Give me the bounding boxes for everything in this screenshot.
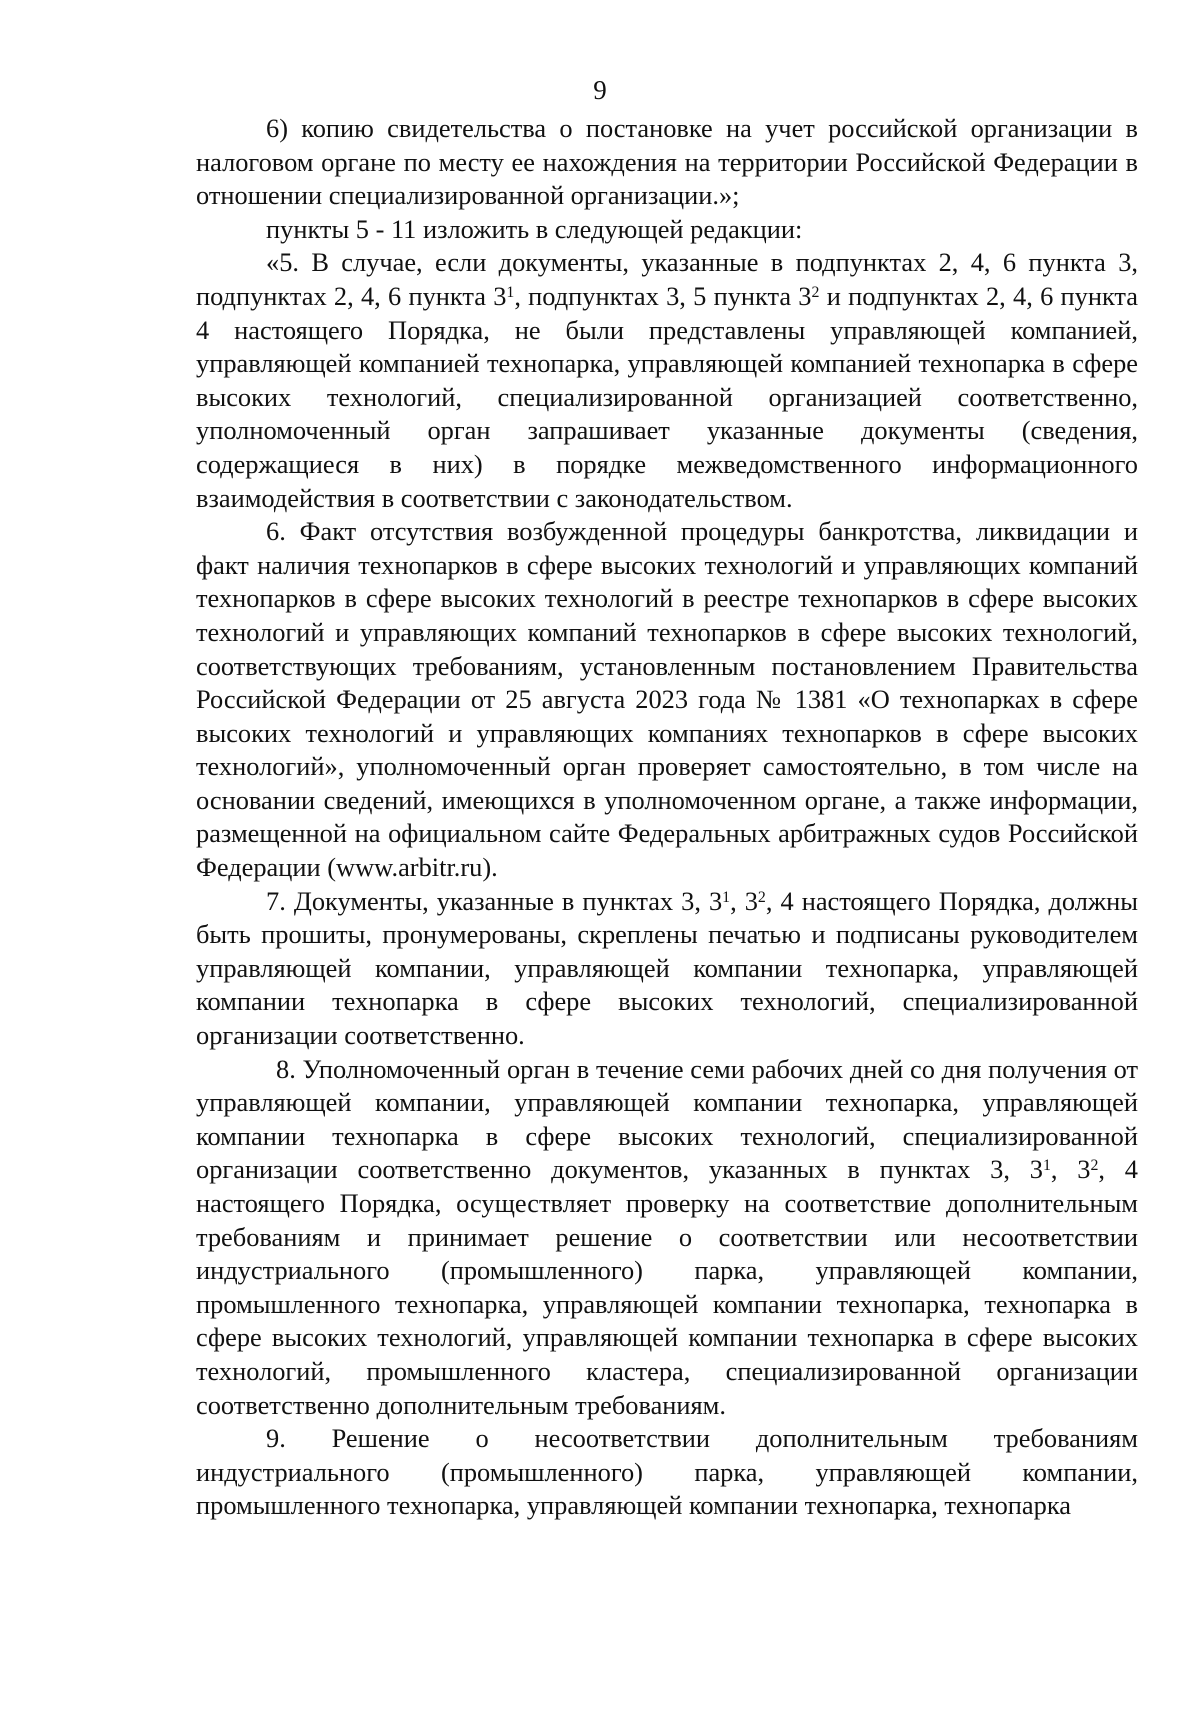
superscript-index: 2 (1090, 1157, 1099, 1175)
page-number: 9 (593, 75, 607, 105)
superscript-index: 1 (1042, 1157, 1051, 1175)
paragraph-point-8: 8. Уполномоченный орган в течение семи рабочих дней со дня получения от управляющей компании, управляющей компании технопарка, управляющей компании технопарка в сфере высоких технологий, специализированной организации соответственно документов, указанных в пунктах 3, $3^1$, $3^2$, 4 настоящего Порядка, осуществляет проверку на соответствие дополнительным требованиям и принимает решение о соответствии или несоответствии индустриального (промышленного) парка, управляющей компании, промышленного технопарка, управляющей компании технопарка, технопарка в сфере высоких технологий, управляющей компании технопарка в сфере высоких технологий, промышленного кластера, специализированной организации соответственно дополнительным требованиям. (196, 1053, 1138, 1420)
superscript-index: 1 (506, 284, 515, 302)
superscript-index: 2 (811, 284, 820, 302)
paragraph-point-6: 6. Факт отсутствия возбужденной процедуры банкротства, ликвидации и факт наличия технопарков в сфере высоких технологий и управляющих компаний технопарков в сфере высоких технологий в реестре технопарков в сфере высоких технологий и управляющих компаний технопарков в сфере высоких технологий, соответствующих требованиям, установленным постановлением Правительства Российской Федерации от 25 августа 2023 года № 1381 «О технопарках в сфере высоких технологий и управляющих компаниях технопарков в сфере высоких технологий», уполномоченный орган проверяет самостоятельно, в том числе на основании сведений, имеющихся в уполномоченном органе, а также информации, размещенной на официальном сайте Федеральных арбитражных судов Российской Федерации (www.arbitr.ru). (196, 516, 1138, 883)
paragraph-point-9: 9. Решение о несоответствии дополнительным требованиям индустриального (промышленного) парка, управляющей компании, промышленного технопарка, управляющей компании технопарка, технопарка (196, 1423, 1138, 1521)
superscript-index: 2 (757, 888, 766, 906)
document-body (196, 112, 1138, 1523)
paragraph-amendment-intro: пункты 5 - 11 изложить в следующей редакции: (266, 213, 803, 244)
paragraph-point-7: 7. Документы, указанные в пунктах 3, $3^1$, $3^2$, 4 настоящего Порядка, должны быть прошиты, пронумерованы, скреплены печатью и подписаны руководителем управляющей компании, управляющей компании технопарка, управляющей компании технопарка в сфере высоких технологий, специализированной организации соответственно. (196, 885, 1139, 1051)
paragraph-item-6-copy-certificate: 6) копию свидетельства о постановке на учет российской организации в налоговом органе по месту ее нахождения на территории Российской Федерации в отношении специализированной организации.»; (196, 113, 1138, 211)
paragraph-point-5: «5. В случае, если документы, указанные в подпунктах 2, 4, 6 пункта 3, подпунктах 2, 4, 6 пункта $3^1$, подпунктах 3, 5 пункта $3^2$ и подпунктах 2, 4, 6 пункта 4 настоящего Порядка, не были представлены управляющей компанией, управляющей компанией технопарка, управляющей компанией технопарка в сфере высоких технологий, специализированной организацией соответственно, уполномоченный орган запрашивает указанные документы (сведения, содержащиеся в них) в порядке межведомственного информационного взаимодействия в соответствии с законодательством. (196, 247, 1139, 513)
superscript-index: 1 (722, 888, 731, 906)
